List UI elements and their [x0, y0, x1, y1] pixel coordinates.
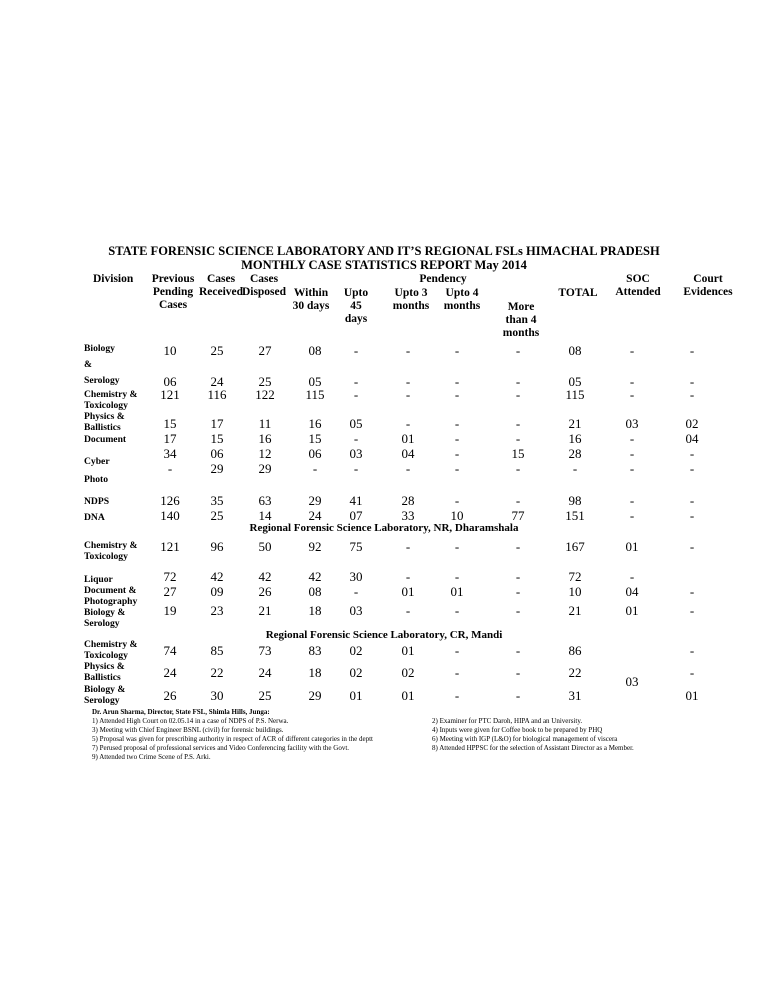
- table-cell: 15: [163, 416, 177, 431]
- table-cell: 15: [210, 431, 224, 446]
- table-cell: -: [629, 343, 635, 358]
- table-cell: 126: [160, 493, 180, 508]
- report-subtitle: MONTHLY CASE STATISTICS REPORT May 2014: [241, 258, 527, 272]
- row-label-dh-chemistry: Chemistry &: [84, 540, 138, 551]
- header-court-evidences: Court Evidences: [683, 273, 733, 298]
- table-cell: 72: [163, 569, 177, 584]
- table-cell: 01: [401, 584, 415, 599]
- row-label-chemistry: Chemistry &: [84, 389, 138, 400]
- header-upto-3-months: Upto 3 months: [392, 287, 430, 312]
- table-cell: 01: [450, 584, 464, 599]
- table-cell: 167: [565, 539, 585, 554]
- table-cell: 96: [210, 539, 224, 554]
- table-cell: -: [572, 461, 578, 476]
- table-cell: 01: [625, 603, 639, 618]
- table-cell: 41: [349, 493, 363, 508]
- table-cell: 10: [450, 508, 464, 523]
- table-cell: 02: [401, 665, 415, 680]
- table-cell: 63: [258, 493, 272, 508]
- table-cell: 23: [210, 603, 224, 618]
- table-cell: -: [689, 539, 695, 554]
- table-cell: -: [689, 584, 695, 599]
- table-cell: 29: [308, 688, 322, 703]
- table-cell: -: [454, 688, 460, 703]
- table-cell: -: [689, 374, 695, 389]
- table-cell: -: [629, 569, 635, 584]
- table-cell: -: [629, 493, 635, 508]
- table-cell: 04: [685, 431, 699, 446]
- table-cell: 22: [568, 665, 582, 680]
- header-within-30-days: Within 30 days: [292, 287, 330, 312]
- table-cell: 25: [210, 508, 224, 523]
- table-cell: 04: [625, 584, 639, 599]
- table-cell: 17: [210, 416, 224, 431]
- table-cell: -: [515, 374, 521, 389]
- table-cell: 34: [163, 446, 177, 461]
- table-cell: 28: [568, 446, 582, 461]
- table-cell: 83: [308, 643, 322, 658]
- table-cell: -: [515, 569, 521, 584]
- table-cell: -: [454, 431, 460, 446]
- report-title: STATE FORENSIC SCIENCE LABORATORY AND IT’S REGIONAL FSLs HIMACHAL PRADESH: [108, 244, 660, 258]
- table-cell: 03: [625, 674, 639, 689]
- table-cell: 02: [685, 416, 699, 431]
- table-cell: -: [515, 643, 521, 658]
- table-cell: -: [353, 461, 359, 476]
- table-cell: -: [454, 643, 460, 658]
- table-cell: -: [689, 665, 695, 680]
- table-cell: 04: [401, 446, 415, 461]
- row-label-document: Document: [84, 434, 127, 445]
- table-cell: 29: [210, 461, 224, 476]
- table-cell: -: [405, 374, 411, 389]
- row-label-dh-biology: Biology &: [84, 607, 126, 618]
- table-cell: -: [515, 343, 521, 358]
- row-label-photo: Photo: [84, 474, 108, 485]
- header-previous-pending: Previous Pending Cases: [151, 273, 195, 311]
- table-cell: 15: [511, 446, 525, 461]
- row-label-ballistics: Ballistics: [84, 422, 121, 433]
- row-label-md-serology: Serology: [84, 695, 120, 706]
- table-cell: 50: [258, 539, 272, 554]
- table-cell: 29: [308, 493, 322, 508]
- table-cell: -: [689, 508, 695, 523]
- table-cell: 08: [308, 343, 322, 358]
- table-cell: -: [405, 387, 411, 402]
- table-cell: -: [689, 446, 695, 461]
- table-cell: -: [454, 446, 460, 461]
- table-cell: 18: [308, 665, 322, 680]
- table-cell: 16: [258, 431, 272, 446]
- table-cell: 116: [207, 387, 227, 402]
- table-cell: -: [515, 688, 521, 703]
- row-label-ndps: NDPS: [84, 496, 110, 507]
- table-cell: 01: [685, 688, 699, 703]
- table-cell: -: [405, 461, 411, 476]
- table-cell: -: [515, 665, 521, 680]
- table-cell: -: [454, 461, 460, 476]
- table-cell: 21: [568, 416, 582, 431]
- table-cell: -: [454, 416, 460, 431]
- table-cell: 06: [308, 446, 322, 461]
- table-cell: 08: [308, 584, 322, 599]
- header-upto-45-days: Upto 45 days: [343, 287, 369, 325]
- table-cell: 01: [401, 643, 415, 658]
- table-cell: -: [515, 416, 521, 431]
- table-cell: -: [454, 374, 460, 389]
- row-label-liquor: Liquor: [84, 574, 113, 585]
- row-label-biology: Biology: [84, 343, 115, 354]
- table-cell: 03: [625, 416, 639, 431]
- table-cell: -: [454, 569, 460, 584]
- table-cell: 05: [568, 374, 582, 389]
- table-cell: -: [515, 387, 521, 402]
- note-left-5: 9) Attended two Crime Scene of P.S. Arki.: [92, 753, 211, 761]
- table-cell: -: [515, 603, 521, 618]
- note-left-2: 3) Meeting with Chief Engineer BSNL (civil) for forensic buildings.: [92, 726, 284, 734]
- table-cell: 21: [258, 603, 272, 618]
- row-label-serology: Serology: [84, 375, 120, 386]
- section-mandi: Regional Forensic Science Laboratory, CR, Mandi: [265, 629, 503, 641]
- table-cell: 26: [163, 688, 177, 703]
- table-cell: 33: [401, 508, 415, 523]
- table-cell: 25: [258, 688, 272, 703]
- table-cell: 24: [308, 508, 322, 523]
- table-cell: 05: [308, 374, 322, 389]
- table-cell: 06: [210, 446, 224, 461]
- table-cell: -: [405, 603, 411, 618]
- table-cell: 121: [160, 387, 180, 402]
- table-cell: 42: [258, 569, 272, 584]
- table-cell: 151: [565, 508, 585, 523]
- table-cell: 28: [401, 493, 415, 508]
- table-cell: -: [515, 584, 521, 599]
- table-cell: -: [629, 431, 635, 446]
- table-cell: -: [405, 343, 411, 358]
- row-label-dh-toxicology: Toxicology: [84, 551, 128, 562]
- table-cell: 03: [349, 446, 363, 461]
- row-label-toxicology: Toxicology: [84, 400, 128, 411]
- note-right-4: 8) Attended HPPSC for the selection of Assistant Director as a Member.: [432, 744, 634, 752]
- table-cell: 24: [210, 374, 224, 389]
- table-cell: 73: [258, 643, 272, 658]
- table-cell: 72: [568, 569, 582, 584]
- table-cell: 92: [308, 539, 322, 554]
- table-cell: -: [629, 374, 635, 389]
- table-cell: -: [353, 584, 359, 599]
- header-division: Division: [93, 273, 134, 285]
- table-cell: 24: [258, 665, 272, 680]
- table-cell: 122: [255, 387, 275, 402]
- table-cell: 17: [163, 431, 177, 446]
- table-cell: -: [629, 508, 635, 523]
- table-cell: 25: [210, 343, 224, 358]
- table-cell: 22: [210, 665, 224, 680]
- table-cell: 01: [401, 431, 415, 446]
- table-cell: 16: [308, 416, 322, 431]
- table-cell: 03: [349, 603, 363, 618]
- table-cell: -: [353, 343, 359, 358]
- table-cell: 06: [163, 374, 177, 389]
- table-cell: 75: [349, 539, 363, 554]
- table-cell: 02: [349, 665, 363, 680]
- table-cell: -: [405, 539, 411, 554]
- table-cell: -: [689, 343, 695, 358]
- table-cell: 14: [258, 508, 272, 523]
- row-label-md-physics: Physics &: [84, 661, 125, 672]
- row-label-dna: DNA: [84, 512, 105, 523]
- table-cell: 26: [258, 584, 272, 599]
- table-cell: 15: [308, 431, 322, 446]
- row-label-amp: &: [84, 359, 92, 370]
- section-dharamshala: Regional Forensic Science Laboratory, NR, Dharamshala: [249, 522, 519, 534]
- table-cell: 10: [568, 584, 582, 599]
- header-cases-received: Cases Received: [198, 273, 244, 298]
- table-cell: 05: [349, 416, 363, 431]
- table-cell: 115: [305, 387, 325, 402]
- table-cell: 27: [258, 343, 272, 358]
- row-label-dh-serology: Serology: [84, 618, 120, 629]
- table-cell: -: [629, 461, 635, 476]
- table-cell: 27: [163, 584, 177, 599]
- table-cell: 25: [258, 374, 272, 389]
- table-cell: 42: [210, 569, 224, 584]
- table-cell: -: [312, 461, 318, 476]
- header-total: TOTAL: [558, 287, 598, 299]
- header-soc-attended: SOC Attended: [615, 273, 661, 298]
- table-cell: 121: [160, 539, 180, 554]
- table-cell: 77: [511, 508, 525, 523]
- table-cell: 21: [568, 603, 582, 618]
- table-cell: -: [454, 343, 460, 358]
- table-cell: 24: [163, 665, 177, 680]
- table-cell: -: [353, 374, 359, 389]
- row-label-cyber: Cyber: [84, 456, 110, 467]
- table-cell: 07: [349, 508, 363, 523]
- note-left-3: 5) Proposal was given for prescribing authority in respect of ACR of different categories in the deptt: [92, 735, 373, 743]
- table-cell: 30: [210, 688, 224, 703]
- row-label-dh-document: Document &: [84, 585, 137, 596]
- table-cell: -: [454, 539, 460, 554]
- header-pendency: Pendency: [419, 273, 467, 285]
- row-label-md-toxicology: Toxicology: [84, 650, 128, 661]
- table-cell: 42: [308, 569, 322, 584]
- table-cell: -: [515, 493, 521, 508]
- table-cell: 01: [349, 688, 363, 703]
- table-cell: 09: [210, 584, 224, 599]
- note-right-2: 4) Inputs were given for Coffee book to be prepared by PHQ: [432, 726, 603, 734]
- note-right-1: 2) Examiner for PTC Daroh, HIPA and an University.: [432, 717, 583, 725]
- table-cell: 31: [568, 688, 582, 703]
- table-cell: 30: [349, 569, 363, 584]
- table-cell: -: [515, 539, 521, 554]
- table-cell: -: [515, 461, 521, 476]
- table-cell: 18: [308, 603, 322, 618]
- table-cell: -: [689, 643, 695, 658]
- table-cell: -: [689, 493, 695, 508]
- table-cell: -: [454, 387, 460, 402]
- header-cases-disposed: Cases Disposed: [241, 273, 287, 298]
- row-label-physics: Physics &: [84, 411, 125, 422]
- table-cell: -: [689, 603, 695, 618]
- row-label-photography: Photography: [84, 596, 138, 607]
- table-cell: -: [405, 416, 411, 431]
- table-cell: 35: [210, 493, 224, 508]
- table-cell: -: [405, 569, 411, 584]
- header-upto-4-months: Upto 4 months: [443, 287, 481, 312]
- table-cell: 74: [163, 643, 177, 658]
- table-cell: 10: [163, 343, 177, 358]
- note-left-1: 1) Attended High Court on 02.05.14 in a case of NDPS of P.S. Nerwa.: [92, 717, 289, 725]
- table-cell: -: [454, 665, 460, 680]
- table-cell: 19: [163, 603, 177, 618]
- table-cell: 98: [568, 493, 582, 508]
- table-cell: -: [629, 446, 635, 461]
- table-cell: 16: [568, 431, 582, 446]
- table-cell: -: [689, 461, 695, 476]
- row-label-md-ballistics: Ballistics: [84, 672, 121, 683]
- table-cell: -: [353, 431, 359, 446]
- table-cell: 02: [349, 643, 363, 658]
- table-cell: 01: [625, 539, 639, 554]
- table-cell: 12: [258, 446, 272, 461]
- table-cell: -: [454, 603, 460, 618]
- table-cell: 08: [568, 343, 582, 358]
- table-cell: -: [454, 493, 460, 508]
- notes-header: Dr. Arun Sharma, Director, State FSL, Shimla Hills, Junga:: [92, 708, 270, 716]
- row-label-md-chemistry: Chemistry &: [84, 639, 138, 650]
- table-cell: -: [167, 461, 173, 476]
- table-cell: 29: [258, 461, 272, 476]
- note-left-4: 7) Perused proposal of professional services and Video Conferencing facility with the Govt.: [92, 744, 350, 752]
- table-cell: 11: [258, 416, 272, 431]
- row-label-md-biology: Biology &: [84, 684, 126, 695]
- table-cell: 86: [568, 643, 582, 658]
- table-cell: 115: [565, 387, 585, 402]
- table-cell: -: [353, 387, 359, 402]
- note-right-3: 6) Meeting with IGP (L&O) for biological management of viscera: [432, 735, 618, 743]
- table-cell: 140: [160, 508, 180, 523]
- table-cell: -: [515, 431, 521, 446]
- table-cell: 85: [210, 643, 224, 658]
- table-cell: 01: [401, 688, 415, 703]
- table-cell: -: [629, 387, 635, 402]
- header-more-than-4-months: More than 4 months: [502, 301, 540, 339]
- table-cell: -: [689, 387, 695, 402]
